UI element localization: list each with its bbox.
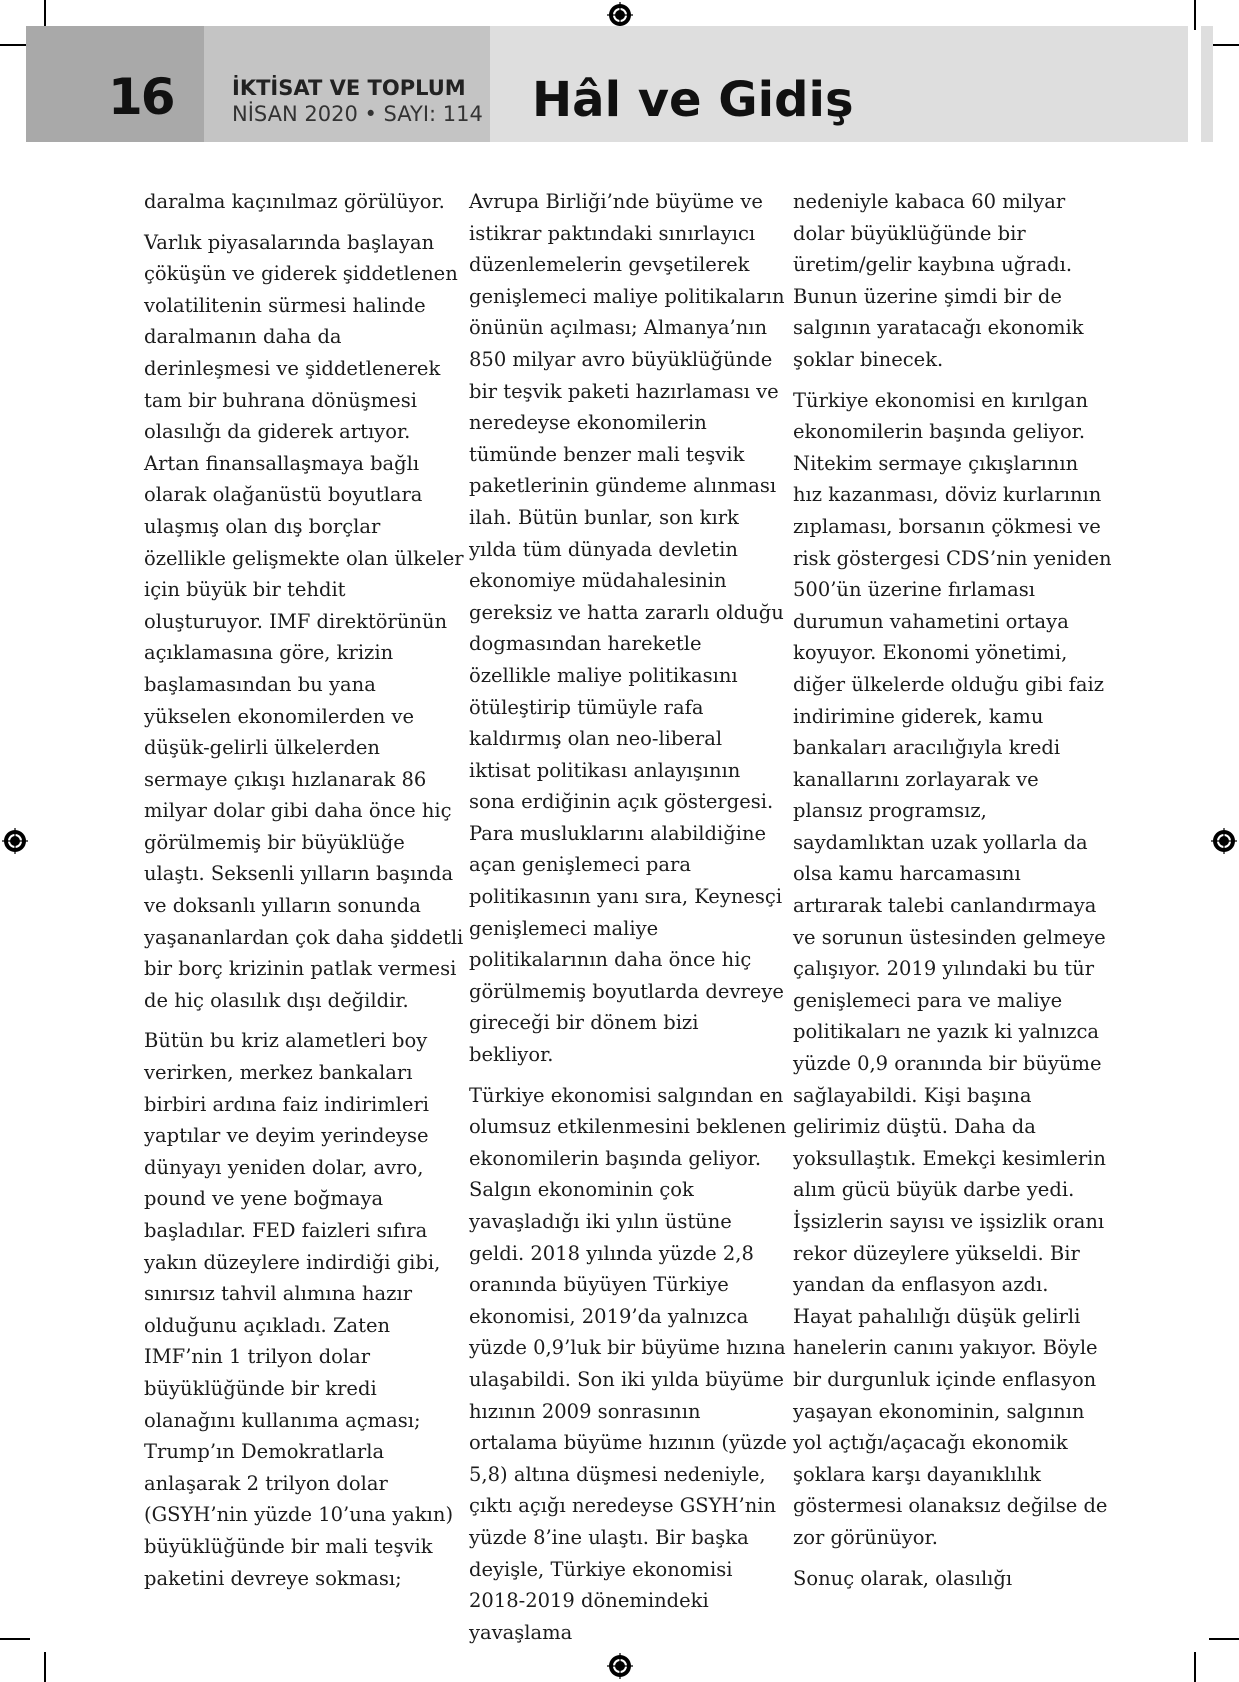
crop-mark-bl-v	[44, 1652, 46, 1682]
text-column-3	[793, 186, 1113, 1603]
crop-mark-tr-h	[1209, 44, 1239, 46]
paragraph: Avrupa Birliği’nde büyüme ve istikrar paktındaki sınırlayıcı düzenlemelerin gevşetilerek genişlemeci maliye politikaların önünün açılması; Almanya’nın 850 milyar avro büyüklüğünde bir teşvik paketi hazırlaması ve neredeyse ekonomilerin tümünde benzer mali teşvik paketlerinin gündeme alınması ilah. Bütün bunlar, son kırk yılda tüm dünyada devletin ekonomiye müdahalesinin gereksiz ve hatta zararlı olduğu dogmasından hareketle özellikle maliye politikasını ötüleştirip tümüyle rafa kaldırmış olan neo-liberal iktisat politikası anlayışının sona erdiğinin açık göstergesi. Para musluklarını alabildiğine açan genişlemeci para politikasının yanı sıra, Keynesçi genişlemeci maliye politikalarının daha önce hiç görülmemiş boyutlarda devreye gireceği bir dönem bizi bekliyor.	[469, 190, 785, 1067]
registration-mark-top-icon	[607, 2, 633, 28]
paragraph: daralma kaçınılmaz görülüyor.	[144, 190, 445, 213]
crop-mark-bl-h	[0, 1638, 30, 1640]
paragraph: nedeniyle kabaca 60 milyar dolar büyüklüğünde bir üretim/gelir kaybına uğradı. Bunun üzerine şimdi bir de salgının yaratacağı ekonomik şoklar binecek.	[793, 190, 1084, 371]
text-column-2	[469, 186, 789, 1657]
paragraph: Türkiye ekonomisi en kırılgan ekonomilerin başında geliyor. Nitekim sermaye çıkışlarının hız kazanması, döviz kurlarının zıplaması, borsanın çökmesi ve risk göstergesi CDS’nin yeniden 500’ün üzerine fırlaması durumun vahametini ortaya koyuyor. Ekonomi yönetimi, diğer ülkelerde olduğu gibi faiz indirimine giderek, kamu bankaları aracılığıyla kredi kanallarını zorlayarak ve plansız programsız, saydamlıktan uzak yollarla da olsa kamu harcamasını artırarak talebi canlandırmaya ve sorunun üstesinden gelmeye çalışıyor. 2019 yılındaki bu tür genişlemeci para ve maliye politikaları ne yazık ki yalnızca yüzde 0,9 oranında bir büyüme sağlayabildi. Kişi başına gelirimiz düştü. Daha da yoksullaştık. Emekçi kesimlerin alım gücü büyük darbe yedi. İşsizlerin sayısı ve işsizlik oranı rekor düzeylere yükseldi. Bir yandan da enflasyon azdı. Hayat pahalılığı düşük gelirli hanelerin canını yakıyor. Böyle bir durgunluk içinde enflasyon yaşayan ekonominin, salgının yol açtığı/açacağı ekonomik şoklara karşı dayanıklılık göstermesi olanaksız değilse de zor görünüyor.	[793, 388, 1112, 1549]
crop-mark-br-h	[1209, 1638, 1239, 1640]
crop-mark-tr-v	[1194, 0, 1196, 30]
registration-mark-left-icon	[2, 828, 28, 854]
paragraph: Varlık piyasalarında başlayan çöküşün ve giderek şiddetlenen volatilitenin sürmesi halinde daralmanın daha da derinleşmesi ve şiddetlenerek tam bir buhrana dönüşmesi olasılığı da giderek artıyor. Artan finansallaşmaya bağlı olarak olağanüstü boyutlara ulaşmış olan dış borçlar özellikle gelişmekte olan ülkeler için büyük bir tehdit oluşturuyor. IMF direktörünün açıklamasına göre, krizin başlamasından bu yana yükselen ekonomilerden ve düşük-gelirli ülkelerden sermaye çıkışı hızlanarak 86 milyar dolar gibi daha önce hiç görülmemiş bir büyüklüğe ulaştı. Seksenli yılların başında ve doksanlı yılların sonunda yaşananlardan çok daha şiddetli bir borç krizinin patlak vermesi de hiç olasılık dışı değildir.	[144, 230, 464, 1012]
header-edge	[1201, 26, 1213, 142]
section-title: Hâl ve Gidiş	[532, 72, 854, 128]
page-number-box	[26, 26, 204, 142]
registration-mark-right-icon	[1211, 828, 1237, 854]
magazine-info-box	[204, 26, 490, 142]
paragraph: Türkiye ekonomisi salgından en olumsuz etkilenmesini beklenen ekonomilerin başında geliyor. Salgın ekonominin çok yavaşladığı iki yılın üstüne geldi. 2018 yılında yüzde 2,8 oranında büyüyen Türkiye ekonomisi, 2019’da yalnızca yüzde 0,9’luk bir büyüme hızına ulaşabildi. Son iki yılda büyüme hızının 2009 sonrasının ortalama büyüme hızının (yüzde 5,8) altına düşmesi nedeniyle, çıktı açığı neredeyse GSYH’nin yüzde 8’ine ulaştı. Bir başka deyişle, Türkiye ekonomisi 2018-2019 dönemindeki yavaşlama	[469, 1083, 787, 1644]
magazine-name: İKTİSAT VE TOPLUM	[232, 76, 466, 100]
text-column-1	[144, 186, 464, 1603]
crop-mark-br-v	[1194, 1652, 1196, 1682]
paragraph: Sonuç olarak, olasılığı	[793, 1566, 1013, 1590]
page-number: 16	[108, 68, 174, 126]
paragraph: Bütün bu kriz alametleri boy verirken, merkez bankaları birbiri ardına faiz indirimleri yaptılar ve deyim yerindeyse dünyayı yeniden dolar, avro, pound ve yene boğmaya başladılar. FED faizleri sıfıra yakın düzeylere indirdiği gibi, sınırsız tahvil alımına hazır olduğunu açıkladı. Zaten IMF’nin 1 trilyon dolar büyüklüğünde bir kredi olanağını kullanıma açması; Trump’ın Demokratlarla anlaşarak 2 trilyon dolar (GSYH’nin yüzde 10’una yakın) büyüklüğünde bir mali teşvik paketini devreye sokması;	[144, 1029, 454, 1590]
section-title-box	[490, 26, 1188, 142]
issue-info: NİSAN 2020 • SAYI: 114	[232, 102, 483, 126]
